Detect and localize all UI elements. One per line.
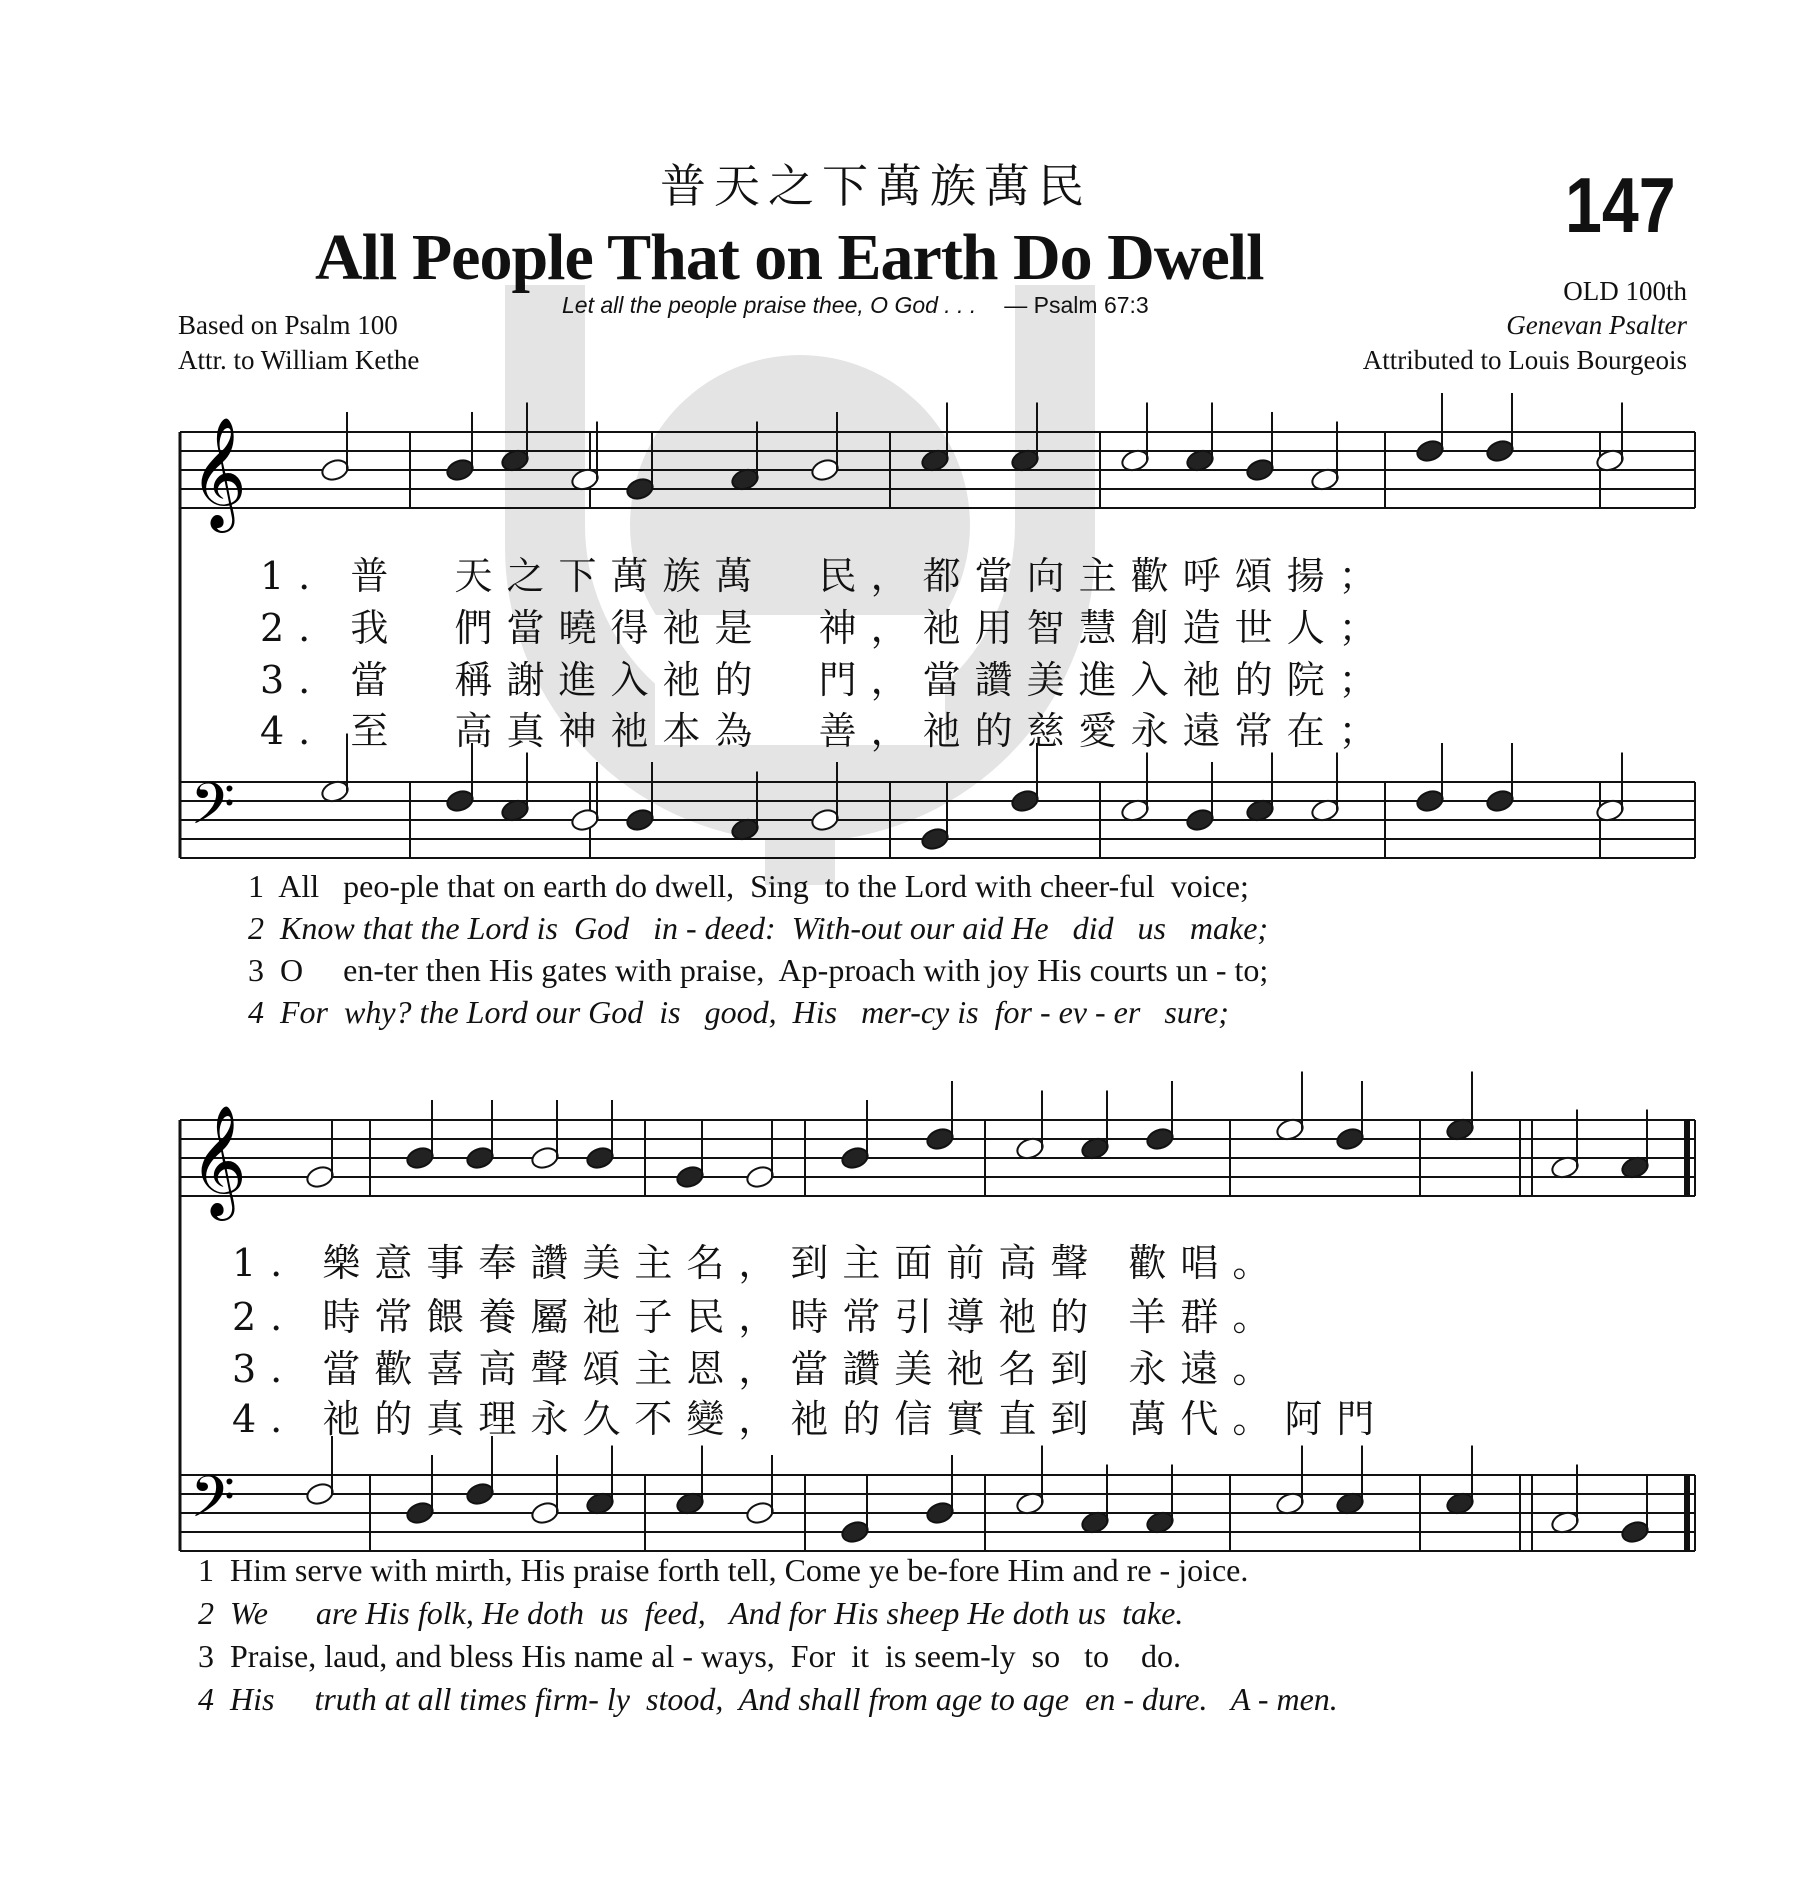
system2-bass-note: [305, 1481, 336, 1507]
system1-english-verse-1: 1 All peo-ple that on earth do dwell, Sing to the Lord with cheer-ful voice;: [248, 868, 1249, 904]
text-author: Attr. to William Kethe: [178, 345, 420, 375]
system2-treble-note: [585, 1145, 616, 1171]
hymn-number: 147: [1565, 161, 1676, 249]
epigraph-text: Let all the people praise thee, O God . . .: [562, 292, 977, 318]
system1-bass-clef: 𝄢: [190, 770, 236, 852]
system1-treble-note: [320, 457, 351, 483]
system1-bass-note: [570, 807, 601, 833]
system1-chinese-verse-2: 2. 我 們當曉得祂是 神，祂用智慧創造世人；: [260, 606, 1391, 650]
system2-treble-note: [840, 1145, 871, 1171]
chinese-title: 普天之下萬族萬民: [660, 159, 1092, 213]
system1-bass-note: [445, 788, 476, 814]
system1-chinese-verse-3: 3. 當 稱謝進入祂的 門，當讚美進入祂的院；: [260, 658, 1391, 702]
tune-source: Genevan Psalter: [1506, 310, 1687, 340]
system2-treble-clef: 𝄞: [190, 1104, 247, 1216]
system1-treble-note: [1485, 438, 1516, 464]
system2-treble-note: [530, 1145, 561, 1171]
system2-treble-note: [405, 1145, 436, 1171]
system2-english-verse-4: 4 His truth at all times firm- ly stood, And shall from age to age en - dure. A - men.: [198, 1681, 1338, 1717]
system1-chinese-verse-1: 1. 普 天之下萬族萬 民，都當向主歡呼頌揚；: [260, 554, 1391, 598]
system1-bass-note: [625, 807, 656, 833]
system2-bass-note: [925, 1500, 956, 1526]
system1-bass-note: [810, 807, 841, 833]
system2-treble-note: [465, 1145, 496, 1171]
epigraph-reference: — Psalm 67:3: [1004, 292, 1149, 318]
system2-english-verse-3: 3 Praise, laud, and bless His name al - ways, For it is seem-ly so to do.: [198, 1638, 1181, 1674]
system2-chinese-verse-1: 1. 樂意事奉讚美主名，到主面前高聲 歡唱。: [232, 1241, 1285, 1285]
system1-bass-note: [920, 826, 951, 852]
text-source: Based on Psalm 100: [178, 310, 398, 340]
system1-treble-note: [810, 457, 841, 483]
system2-bass-note: [465, 1481, 496, 1507]
system2-chinese-verse-3: 3. 當歡喜高聲頌主恩，當讚美祂名到 永遠。: [232, 1347, 1285, 1391]
system2-treble-note: [305, 1164, 336, 1190]
system2-bass-note: [405, 1500, 436, 1526]
system2-treble-note: [925, 1126, 956, 1152]
system2-bass-note: [745, 1500, 776, 1526]
system2-treble-note: [675, 1164, 706, 1190]
system1-bass-note: [1415, 788, 1446, 814]
system2-english-verse-1: 1 Him serve with mirth, His praise forth tell, Come ye be-fore Him and re - joice.: [198, 1552, 1249, 1588]
system2-chinese-verse-4: 4. 祂的真理永久不變，祂的信實直到 萬代。阿門: [232, 1397, 1389, 1441]
tune-composer: Attributed to Louis Bourgeois: [1362, 345, 1687, 375]
system2-treble-note: [745, 1164, 776, 1190]
system1-treble-note: [1245, 457, 1276, 483]
english-title: All People That on Earth Do Dwell: [315, 221, 1264, 294]
system1-chinese-verse-4: 4. 至 高真神祂本為 善，祂的慈愛永遠常在；: [260, 709, 1391, 753]
system2-bass-note: [1620, 1519, 1651, 1545]
tune-name: OLD 100th: [1563, 276, 1687, 306]
system1-english-verse-3: 3 O en-ter then His gates with praise, Ap-proach with joy His courts un - to;: [248, 952, 1269, 988]
system1-treble-note: [445, 457, 476, 483]
system1-english-verse-4: 4 For why? the Lord our God is good, His mer-cy is for - ev - er sure;: [248, 994, 1229, 1030]
system2-chinese-verse-2: 2. 時常餵養屬祂子民，時常引導祂的 羊群。: [232, 1295, 1285, 1339]
system1-english-verse-2: 2 Know that the Lord is God in - deed: With-out our aid He did us make;: [248, 910, 1269, 946]
system2-treble-note: [1145, 1126, 1176, 1152]
system1-bass-note: [1010, 788, 1041, 814]
system1-treble-note: [1415, 438, 1446, 464]
system2-english-verse-2: 2 We are His folk, He doth us feed, And for His sheep He doth us take.: [198, 1595, 1184, 1631]
system2-bass-clef: 𝄢: [190, 1463, 236, 1545]
system1-treble-note: [625, 476, 656, 502]
system1-bass-note: [1185, 807, 1216, 833]
system2-bass-note: [530, 1500, 561, 1526]
system1-treble-clef: 𝄞: [190, 416, 247, 528]
system2-treble-note: [1335, 1126, 1366, 1152]
system2-bass-note: [840, 1519, 871, 1545]
system1-bass-note: [1485, 788, 1516, 814]
